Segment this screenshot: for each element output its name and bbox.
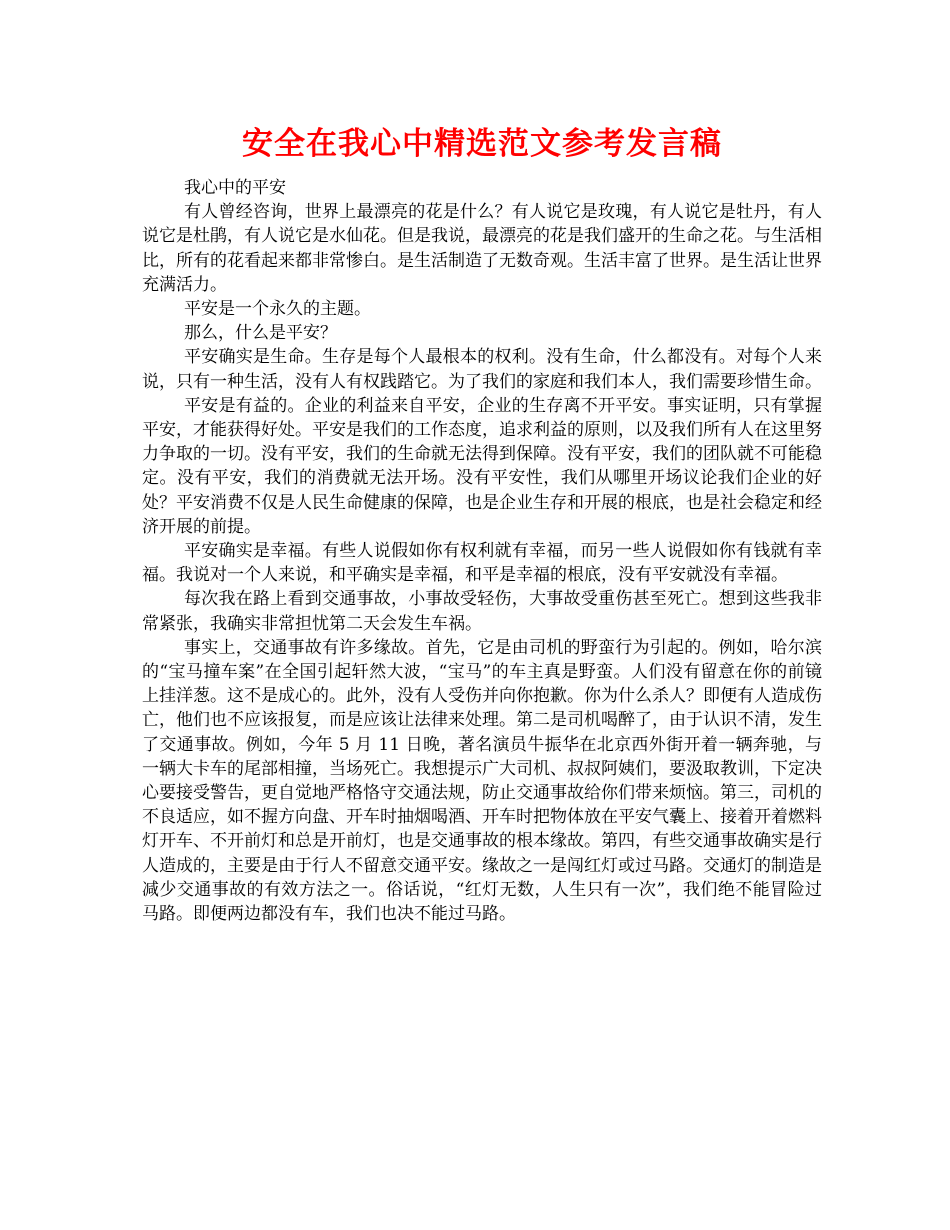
paragraph: 平安确实是生命。生存是每个人最根本的权利。没有生命，什么都没有。对每个人来说，只有一种生活，没有人有权践踏它。为了我们的家庭和我们本人，我们需要珍惜生命。 (142, 347, 822, 392)
paragraph: 事实上，交通事故有许多缘故。首先，它是由司机的野蛮行为引起的。例如，哈尔滨的“宝马撞车案”在全国引起轩然大波，“宝马”的车主真是野蛮。人们没有留意在你的前镜上挂洋葱。这不是成心的。此外，没有人受伤并向你抱歉。你为什么杀人？即便有人造成伤亡，他们也不应该报复，而是应该让法律来处理。第二是司机喝醉了，由于认识不清，发生了交通事故。例如，今年 5 月 11 日晚，著名演员牛振华在北京西外街开着一辆奔驰，与一辆大卡车的尾部相撞，当场死亡。我想提示广大司机、叔叔阿姨们，要汲取教训，下定决心要接受警告，更自觉地严格恪守交通法规，防止交通事故给你们带来烦恼。第三，司机的不良适应，如不握方向盘、开车时抽烟喝酒、开车时把物体放在平安气囊上、接着开着燃料灯开车、不开前灯和总是开前灯，也是交通事故的根本缘故。第四，有些交通事故确实是行人造成的，主要是由于行人不留意交通平安。缘故之一是闯红灯或过马路。交通灯的制造是减少交通事故的有效方法之一。俗话说，“红灯无数，人生只有一次”，我们绝不能冒险过马路。即便两边都没有车，我们也决不能过马路。 (142, 637, 822, 925)
paragraph: 平安是有益的。企业的利益来自平安，企业的生存离不开平安。事实证明，只有掌握平安，才能获得好处。平安是我们的工作态度，追求利益的原则，以及我们所有人在这里努力争取的一切。没有平安，我们的生命就无法得到保障。没有平安，我们的团队就不可能稳定。没有平安，我们的消费就无法开场。没有平安性，我们从哪里开场议论我们企业的好处？平安消费不仅是人民生命健康的保障，也是企业生存和开展的根底，也是社会稳定和经济开展的前提。 (142, 395, 822, 537)
paragraph: 那么，什么是平安？ (184, 323, 337, 344)
document-page (142, 118, 822, 926)
document-title: 安全在我心中精选范文参考发言稿 (242, 126, 722, 162)
document-body (142, 176, 822, 926)
section-heading: 我心中的平安 (184, 178, 286, 198)
paragraph: 有人曾经咨询，世界上最漂亮的花是什么？有人说它是玫瑰，有人说它是牡丹，有人说它是杜鹃，有人说它是水仙花。但是我说，最漂亮的花是我们盛开的生命之花。与生活相比，所有的花看起来都非常惨白。是生活制造了无数奇观。生活丰富了世界。是生活让世界充满活力。 (142, 202, 822, 295)
paragraph: 每次我在路上看到交通事故，小事故受轻伤，大事故受重伤甚至死亡。想到这些我非常紧张，我确实非常担忧第二天会发生车祸。 (142, 589, 822, 634)
paragraph: 平安确实是幸福。有些人说假如你有权利就有幸福，而另一些人说假如你有钱就有幸福。我说对一个人来说，和平确实是幸福，和平是幸福的根底，没有平安就没有幸福。 (142, 541, 822, 586)
paragraph: 平安是一个永久的主题。 (184, 299, 371, 320)
